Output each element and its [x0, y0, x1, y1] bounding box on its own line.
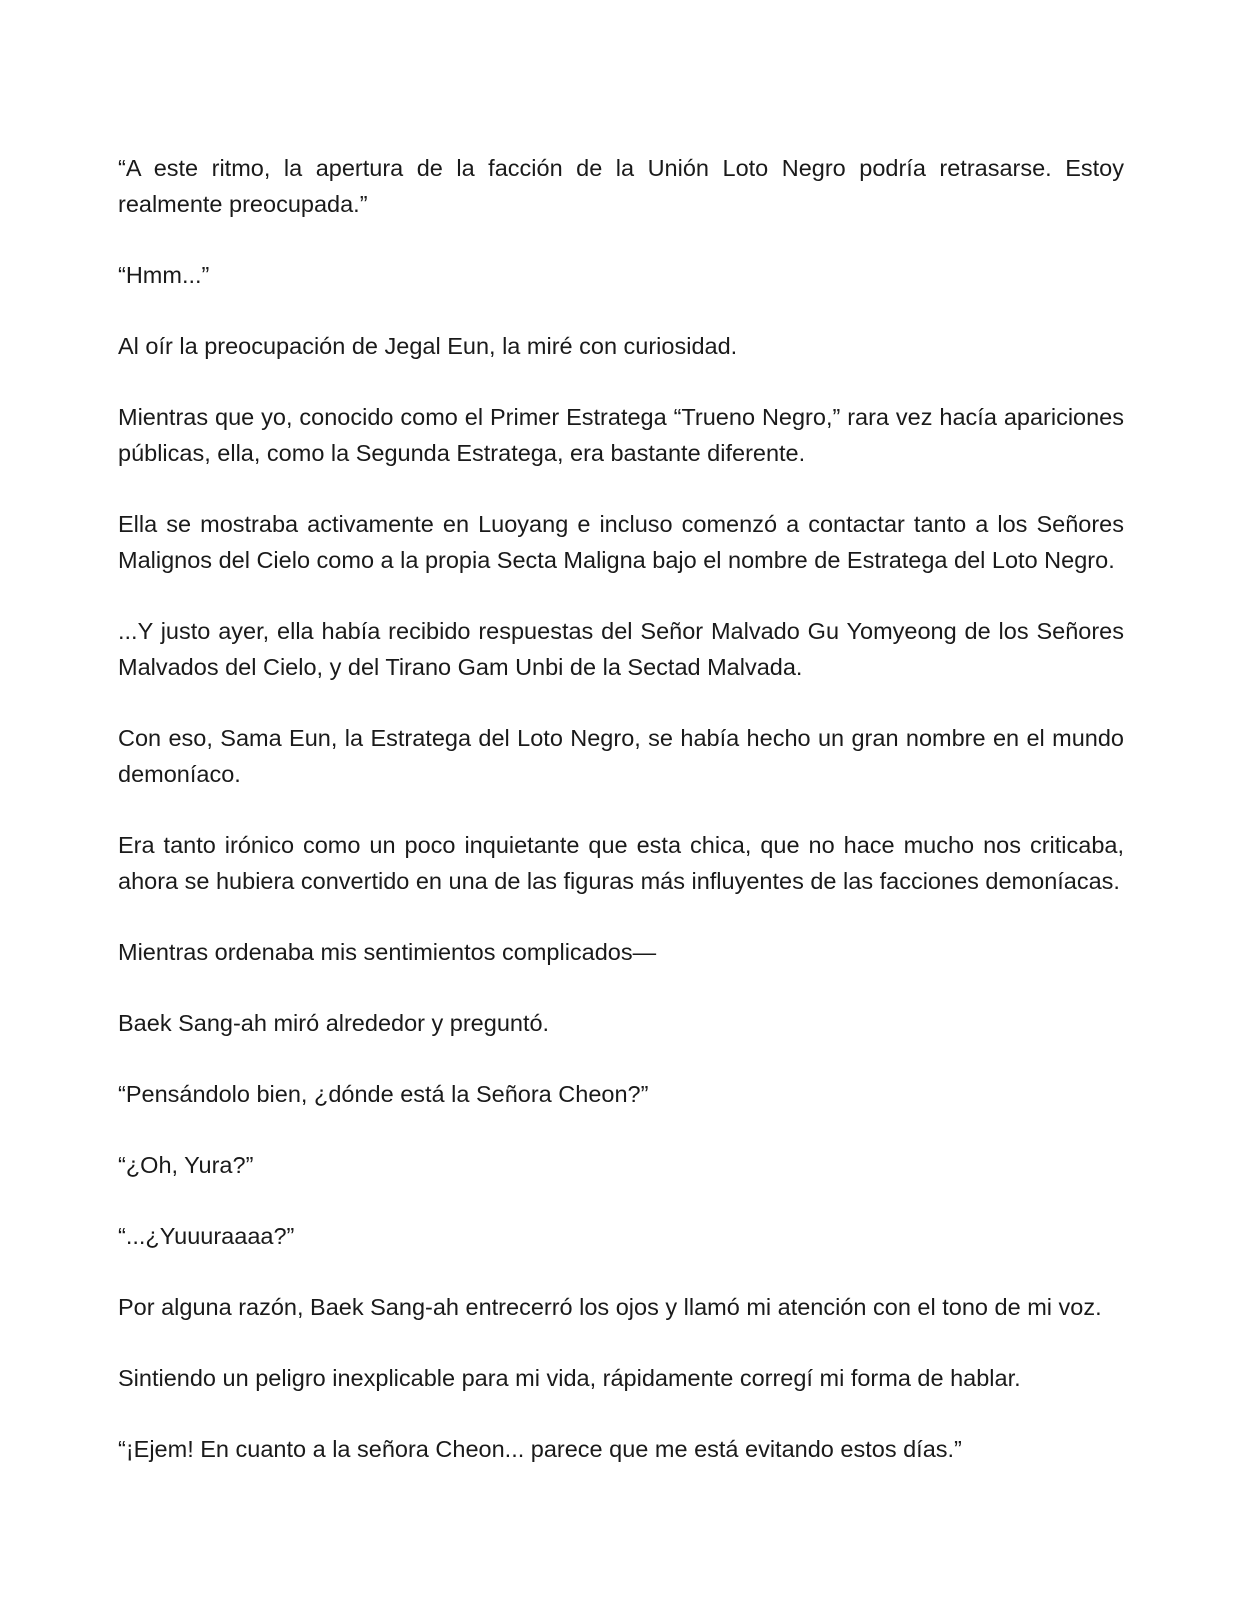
paragraph: “¿Oh, Yura?”: [118, 1152, 254, 1178]
paragraph: Con eso, Sama Eun, la Estratega del Loto Negro, se había hecho un gran nombre en el mundo demoníaco.: [118, 725, 1124, 787]
paragraph: Mientras que yo, conocido como el Primer Estratega “Trueno Negro,” rara vez hacía apariciones públicas, ella, como la Segunda Estratega, era bastante diferente.: [118, 404, 1124, 466]
paragraph: “A este ritmo, la apertura de la facción de la Unión Loto Negro podría retrasarse. Estoy realmente preocupada.”: [118, 155, 1124, 217]
paragraph: “¡Ejem! En cuanto a la señora Cheon... parece que me está evitando estos días.”: [118, 1436, 962, 1462]
paragraph: Mientras ordenaba mis sentimientos complicados—: [118, 939, 657, 965]
paragraph: Ella se mostraba activamente en Luoyang e incluso comenzó a contactar tanto a los Señores Malignos del Cielo como a la propia Secta Maligna bajo el nombre de Estratega del Loto Negro.: [118, 511, 1124, 573]
paragraph: Baek Sang-ah miró alrededor y preguntó.: [118, 1010, 550, 1036]
paragraph: “...¿Yuuuraaaa?”: [118, 1223, 295, 1249]
paragraph: Era tanto irónico como un poco inquietante que esta chica, que no hace mucho nos criticaba, ahora se hubiera convertido en una de las figuras más influyentes de las facciones demoníacas.: [118, 832, 1124, 894]
paragraph: “Pensándolo bien, ¿dónde está la Señora Cheon?”: [118, 1081, 649, 1107]
paragraph: Al oír la preocupación de Jegal Eun, la miré con curiosidad.: [118, 333, 738, 359]
paragraph: Sintiendo un peligro inexplicable para mi vida, rápidamente corregí mi forma de hablar.: [118, 1365, 1021, 1391]
document-body: [118, 150, 1124, 1467]
paragraph: “Hmm...”: [118, 262, 210, 288]
paragraph: Por alguna razón, Baek Sang-ah entrecerró los ojos y llamó mi atención con el tono de mi voz.: [118, 1294, 1102, 1320]
paragraph: ...Y justo ayer, ella había recibido respuestas del Señor Malvado Gu Yomyeong de los Señores Malvados del Cielo, y del Tirano Gam Unbi de la Sectad Malvada.: [118, 618, 1124, 680]
